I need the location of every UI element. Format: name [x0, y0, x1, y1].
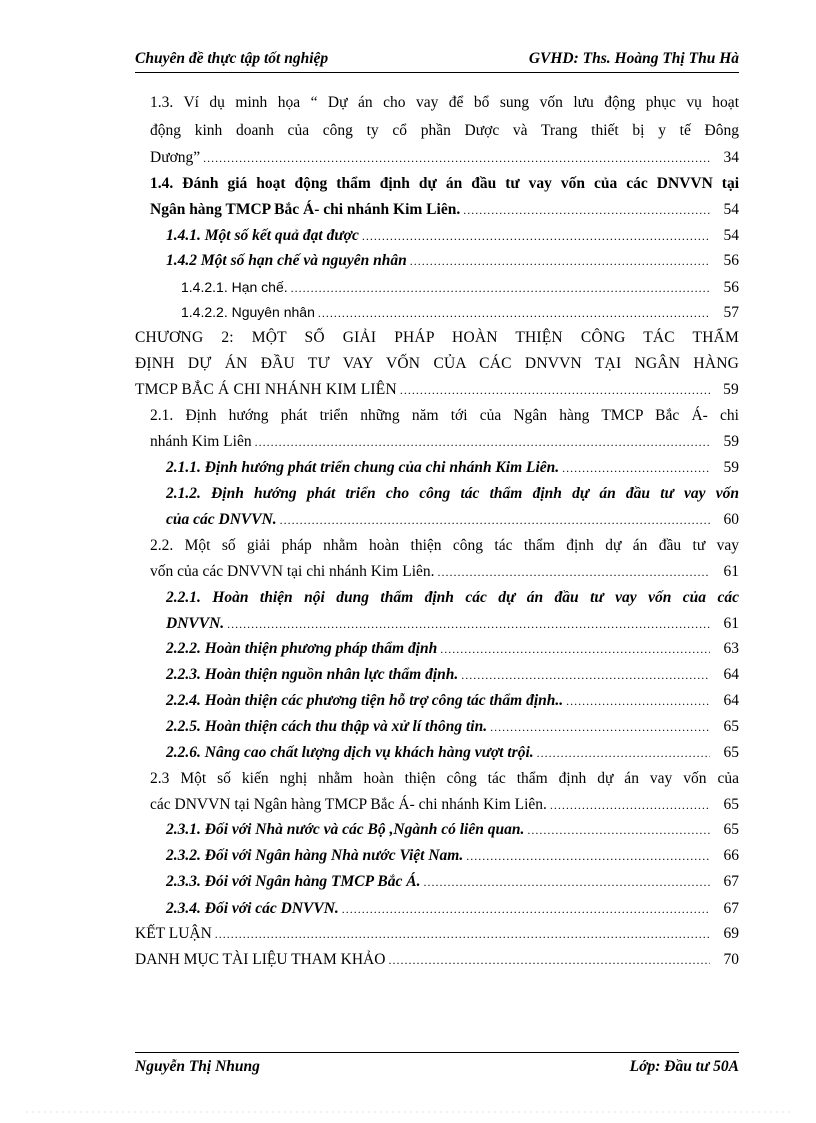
toc-entry-2-3-line-2: các DNVVN tại Ngân hàng TMCP Bắc Á- chi nhánh Kim Liên. ..... 65	[150, 793, 739, 817]
toc-page-number: 65	[723, 718, 739, 735]
toc-entry-2-2-line-2: vốn của các DNVVN tại chi nhánh Kim Liên. ..... 61	[150, 560, 739, 584]
toc-entry-1-4-2-1: 1.4.2.1. Hạn chế. ..... 56	[181, 275, 739, 299]
toc-page-number: 34	[723, 149, 739, 166]
toc-entry-2-1-2-line-2: của các DNVVN. ..... 60	[166, 508, 739, 532]
toc-entry-2-3-3: 2.3.3. Đói với Ngân hàng TMCP Bắc Á. ..... 67	[166, 870, 739, 894]
toc-entry-1-4-line-1: 1.4. Đánh giá hoạt động thẩm định dự án đầu tư vay vốn của các DNVVN tại	[150, 175, 739, 192]
toc-entry-1-4-1: 1.4.1. Một số kết quả đạt được ..... 54	[166, 224, 739, 248]
toc-entry-2-2-4: 2.2.4. Hoàn thiện các phương tiện hỗ trợ công tác thẩm định.. ..... 64	[166, 689, 739, 713]
toc-entry-1-4-line-2: Ngân hàng TMCP Bắc Á- chi nhánh Kim Liên. ..... 54	[150, 198, 739, 222]
page-bottom-border	[24, 1111, 792, 1113]
toc-page-number: 63	[723, 640, 739, 657]
toc-page-number: 67	[723, 900, 739, 917]
toc-page-number: 59	[723, 433, 739, 450]
toc-page-number: 54	[723, 201, 739, 218]
toc-page-number: 56	[723, 279, 739, 296]
toc-page-number: 70	[723, 951, 739, 968]
toc-conclusion: KẾT LUẬN ..... 69	[135, 922, 739, 946]
toc-page-number: 61	[723, 563, 739, 580]
toc-entry-2-3-4: 2.3.4. Đối với các DNVVN. ..... 67	[166, 897, 739, 921]
toc-page-number: 64	[723, 666, 739, 683]
toc-page-number: 69	[723, 925, 739, 942]
toc-page-number: 65	[723, 744, 739, 761]
toc-entry-2-1-2-line-1: 2.1.2. Định hướng phát triển cho công tác thẩm định dự án đầu tư vay vốn	[166, 485, 739, 502]
toc-entry-2-1-1: 2.1.1. Định hướng phát triển chung của chi nhánh Kim Liên. ..... 59	[166, 456, 739, 480]
footer-author: Nguyễn Thị Nhung	[135, 1058, 260, 1075]
toc-chapter-2-line-3: TMCP BẮC Á CHI NHÁNH KIM LIÊN ..... 59	[135, 378, 739, 402]
toc-page-number: 57	[723, 304, 739, 321]
header-title: Chuyên đề thực tập tốt nghiệp	[135, 50, 329, 67]
header-supervisor: GVHD: Ths. Hoàng Thị Thu Hà	[528, 50, 739, 67]
toc-entry-1-4-2: 1.4.2 Một số hạn chế và nguyên nhân ..... 56	[166, 249, 739, 273]
toc-page-number: 56	[723, 252, 739, 269]
toc-page-number: 64	[723, 692, 739, 709]
toc-entry-2-1-line-2: nhánh Kim Liên ..... 59	[150, 430, 739, 454]
toc-page-number: 65	[723, 796, 739, 813]
toc-entry-1-4-2-2: 1.4.2.2. Nguyên nhân ..... 57	[181, 300, 739, 324]
toc-chapter-2-line-1: CHƯƠNG 2: MỘT SỐ GIẢI PHÁP HOÀN THIỆN CÔNG TÁC THẨM	[135, 329, 739, 346]
toc-entry-1-3-line-1: 1.3. Ví dụ minh họa “ Dự án cho vay để bổ sung vốn lưu động phục vụ hoạt	[150, 94, 739, 111]
toc-entry-2-2-5: 2.2.5. Hoàn thiện cách thu thập và xử lí thông tin. ..... 65	[166, 715, 739, 739]
toc-chapter-2-line-2: ĐỊNH DỰ ÁN ĐẦU TƯ VAY VỐN CỦA CÁC DNVVN TẠI NGÂN HÀNG	[135, 355, 739, 372]
toc-entry-1-3-line-2: động kinh doanh của công ty cổ phần Dược và Trang thiết bị y tế Đông	[150, 122, 739, 139]
toc-entry-2-3-line-1: 2.3 Một số kiến nghị nhằm hoàn thiện công tác thẩm định dự án vay vốn của	[150, 770, 739, 787]
footer-class: Lớp: Đầu tư 50A	[629, 1058, 739, 1075]
toc-page-number: 61	[723, 615, 739, 632]
page-footer	[135, 1052, 739, 1075]
toc-references: DANH MỤC TÀI LIỆU THAM KHẢO ..... 70	[135, 948, 739, 972]
toc-entry-1-3-line-3: Dương” ..... 34	[150, 146, 739, 170]
toc-page-number: 60	[723, 511, 739, 528]
toc-page-number: 54	[723, 227, 739, 244]
toc-page-number: 66	[723, 847, 739, 864]
toc-entry-2-2-2: 2.2.2. Hoàn thiện phương pháp thẩm định ..... 63	[166, 637, 739, 661]
toc-entry-2-3-1: 2.3.1. Đối với Nhà nước và các Bộ ,Ngành có liên quan. ..... 65	[166, 818, 739, 842]
toc-page-number: 59	[723, 381, 739, 398]
toc-entry-2-2-1-line-2: DNVVN. ..... 61	[166, 612, 739, 636]
toc-entry-2-2-6: 2.2.6. Nâng cao chất lượng dịch vụ khách hàng vượt trội. ..... 65	[166, 741, 739, 765]
toc-entry-2-2-3: 2.2.3. Hoàn thiện nguồn nhân lực thẩm định. ..... 64	[166, 663, 739, 687]
toc-entry-2-2-line-1: 2.2. Một số giải pháp nhằm hoàn thiện công tác thẩm định dự án đầu tư vay	[150, 537, 739, 554]
toc-page-number: 59	[723, 459, 739, 476]
toc-entry-2-3-2: 2.3.2. Đối với Ngân hàng Nhà nước Việt Nam. ..... 66	[166, 844, 739, 868]
page-header	[135, 46, 739, 73]
toc-page-number: 65	[723, 821, 739, 838]
toc-entry-2-1-line-1: 2.1. Định hướng phát triển những năm tới của Ngân hàng TMCP Bắc Á- chi	[150, 407, 739, 424]
toc-page-number: 67	[723, 873, 739, 890]
toc-entry-2-2-1-line-1: 2.2.1. Hoàn thiện nội dung thẩm định các dự án đầu tư vay vốn của các	[166, 589, 739, 606]
